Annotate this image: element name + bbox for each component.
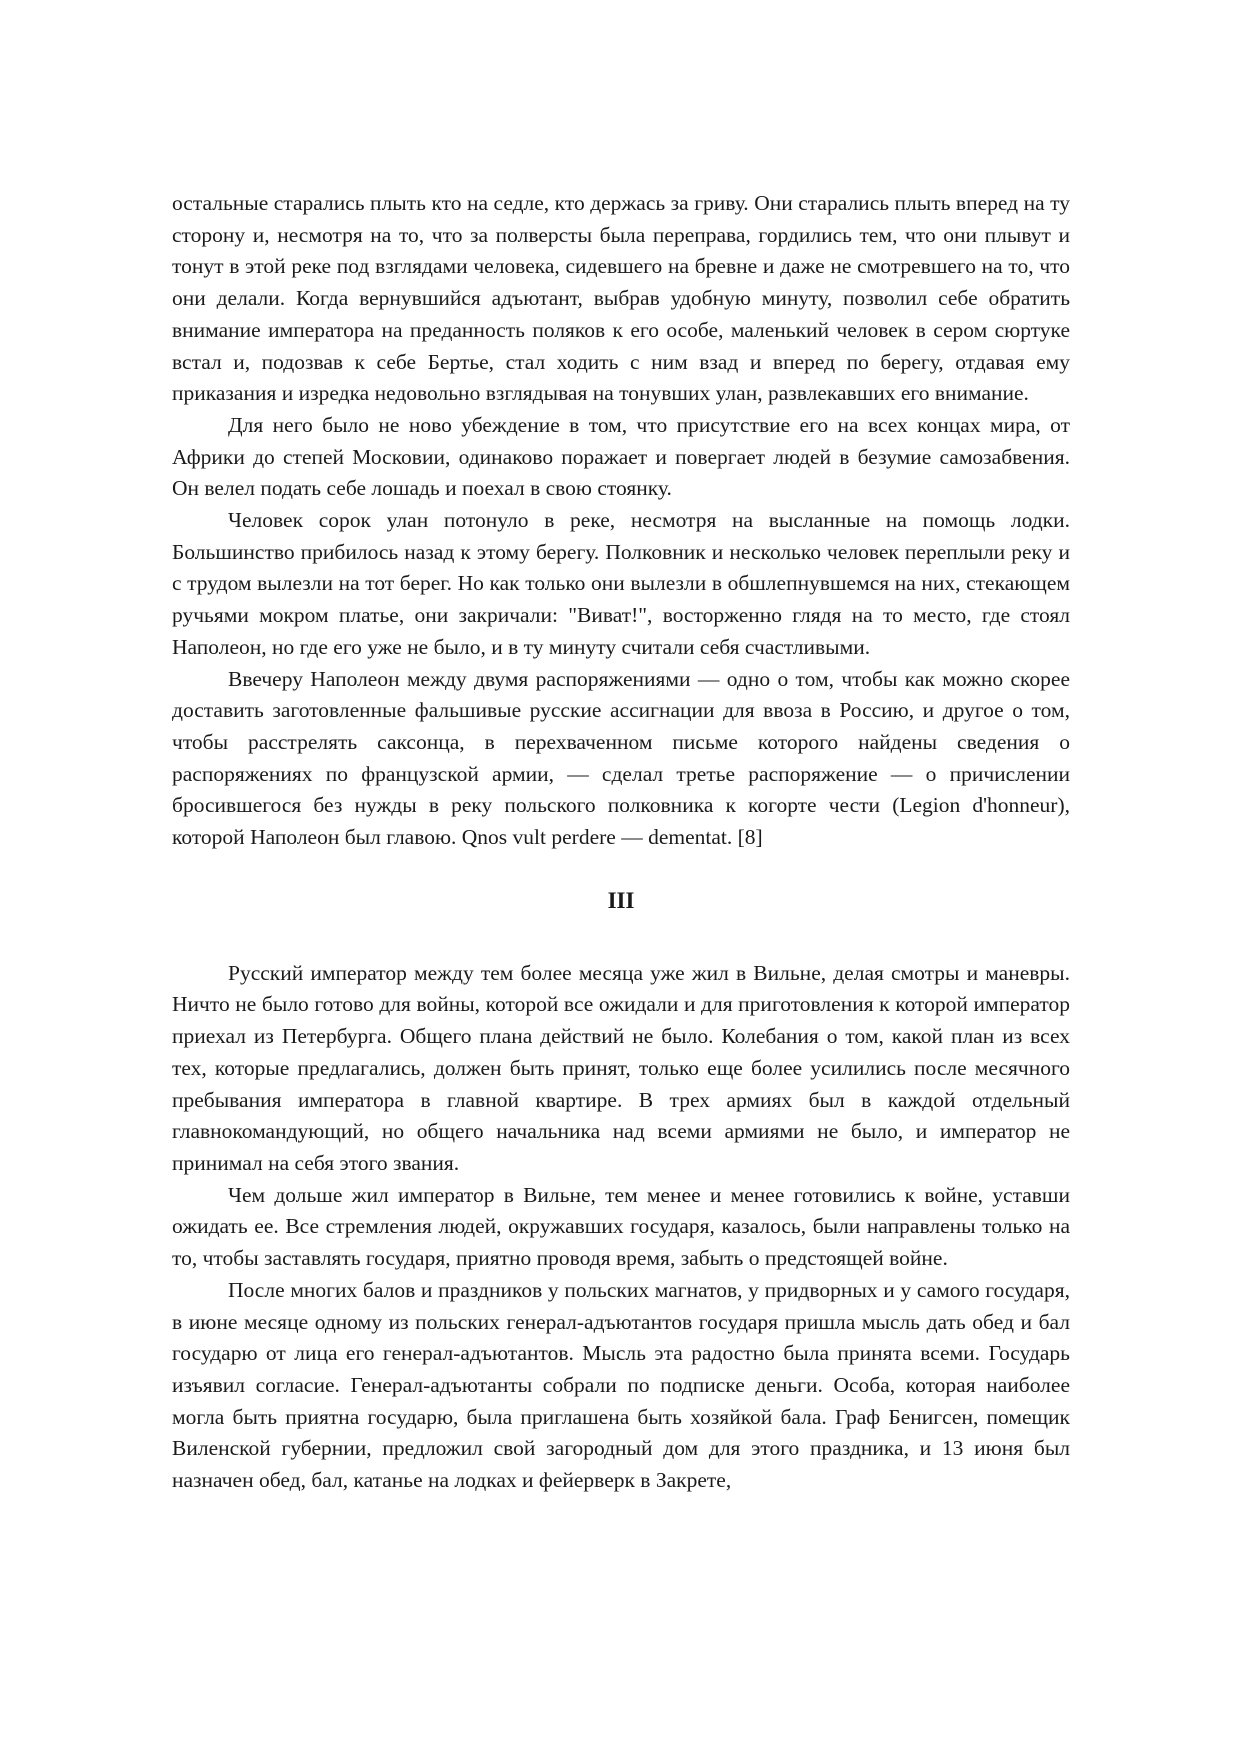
paragraph-continued: остальные старались плыть кто на седле, кто держась за гриву. Они старались плыть вперед на ту сторону и, несмотря на то, что за полверсты была переправа, гордились тем, что они плывут и тонут в этой реке под взглядами человека, сидевшего на бревне и даже не смотревшего на то, что они делали. Когда вернувшийся адъютант, выбрав удобную минуту, позволил себе обратить внимание императора на преданность поляков к его особе, маленький человек в сером сюртуке встал и, подозвав к себе Бертье, стал ходить с ним взад и вперед по берегу, отдавая ему приказания и изредка недовольно взглядывая на тонувших улан, развлекавших его внимание. (172, 191, 1070, 406)
paragraph: Ввечеру Наполеон между двумя распоряжениями — одно о том, чтобы как можно скорее доставить заготовленные фальшивые русские ассигнации для ввоза в Россию, и другое о том, чтобы расстрелять саксонца, в перехваченном письме которого найдены сведения о распоряжениях по французской армии, — сделал третье распоряжение — о причислении бросившегося без нужды в реку польского полковника к когорте чести (Legion d'honneur), которой Наполеон был главою. Qnos vult perdere — dementat. [8] (172, 666, 1070, 850)
chapter-heading: III (607, 887, 635, 913)
paragraph: Для него было не ново убеждение в том, что присутствие его на всех концах мира, от Африки до степей Московии, одинаково поражает и повергает людей в безумие самозабвения. Он велел подать себе лошадь и поехал в свою стоянку. (172, 412, 1070, 501)
paragraph: Человек сорок улан потонуло в реке, несмотря на высланные на помощь лодки. Большинство прибилось назад к этому берегу. Полковник и несколько человек переплыли реку и с трудом вылезли на тот берег. Но как только они вылезли в обшлепнувшемся на них, стекающем ручьями мокром платье, они закричали: "Виват!", восторженно глядя на то место, где стоял Наполеон, но где его уже не было, и в ту минуту считали себя счастливыми. (172, 508, 1070, 659)
paragraph: Русский император между тем более месяца уже жил в Вильне, делая смотры и маневры. Ничто не было готово для войны, которой все ожидали и для приготовления к которой император приехал из Петербурга. Общего плана действий не было. Колебания о том, какой план из всех тех, которые предлагались, должен быть принят, только еще более усилились после месячного пребывания императора в главной квартире. В трех армиях был в каждой отдельный главнокомандующий, но общего начальника над всеми армиями не было, и император не принимал на себя этого звания. (172, 960, 1070, 1175)
paragraph: После многих балов и праздников у польских магнатов, у придворных и у самого государя, в июне месяце одному из польских генерал-адъютантов государя пришла мысль дать обед и бал государю от лица его генерал-адъютантов. Мысль эта радостно была принята всеми. Государь изъявил согласие. Генерал-адъютанты собрали по подписке деньги. Особа, которая наиболее могла быть приятна государю, была приглашена быть хозяйкой бала. Граф Бенигсен, помещик Виленской губернии, предложил свой загородный дом для этого праздника, и 13 июня был назначен обед, бал, катанье на лодках и фейерверк в Закрете, (172, 1277, 1070, 1493)
document-page (172, 188, 1070, 1497)
paragraph: Чем дольше жил император в Вильне, тем менее и менее готовились к войне, уставши ожидать ее. Все стремления людей, окружавших государя, казалось, были направлены только на то, чтобы заставлять государя, приятно проводя время, забыть о предстоящей войне. (172, 1182, 1070, 1271)
